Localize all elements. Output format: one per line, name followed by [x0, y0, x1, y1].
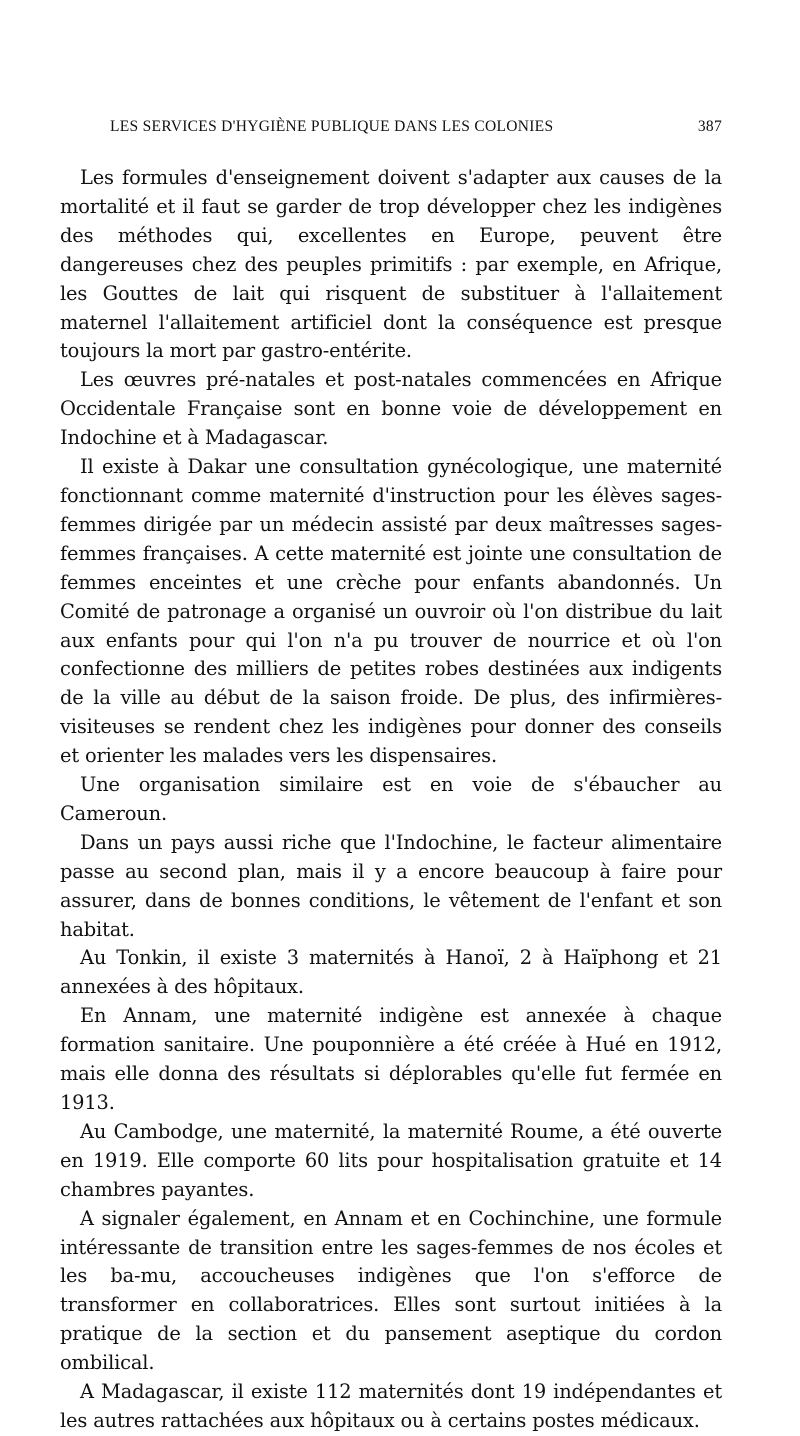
- paragraph-formules: Les formules d'enseignement doivent s'adapter aux causes de la mortalité et il faut se garder de trop développer chez les indigènes des méthodes qui, excellentes en Europe, peuvent être dangereuses chez des peuples primitifs : par exemple, en Afrique, les Gouttes de lait qui risquent de substituer à l'allaitement maternel l'allaitement artificiel dont la conséquence est presque toujours la mort par gastro-entérite.: [60, 166, 722, 363]
- paragraph-cambodge: Au Cambodge, une maternité, la maternité Roume, a été ouverte en 1919. Elle comporte 60 lits pour hospitalisation gratuite et 14 chambres payantes.: [60, 1119, 722, 1201]
- page-number: 387: [697, 118, 722, 135]
- paragraph-madagascar: A Madagascar, il existe 112 maternités dont 19 indépendantes et les autres rattachées aux hôpitaux ou à certains postes médicaux.: [60, 1380, 722, 1432]
- paragraph-annam: En Annam, une maternité indigène est annexée à chaque formation sanitaire. Une pouponnière a été créée à Hué en 1912, mais elle donna des résultats si déplorables qu'elle fut fermée en 1913.: [60, 1004, 722, 1114]
- paragraph-tonkin: Au Tonkin, il existe 3 maternités à Hanoï, 2 à Haïphong et 21 annexées à des hôpitaux.: [60, 946, 722, 999]
- running-head: [60, 118, 722, 144]
- paragraph-indochine: Dans un pays aussi riche que l'Indochine, le facteur alimentaire passe au second plan, mais il y a encore beaucoup à faire pour assurer, dans de bonnes conditions, le vêtement de l'enfant et son habitat.: [60, 830, 722, 941]
- running-title: LES SERVICES D'HYGIÈNE PUBLIQUE DANS LES COLONIES: [110, 118, 554, 135]
- paragraph-dakar: Il existe à Dakar une consultation gynécologique, une maternité fonctionnant comme maternité d'instruction pour les élèves sages-femmes dirigée par un médecin assisté par deux maîtresses sages-femmes françaises. A cette maternité est jointe une consultation de femmes enceintes et une crèche pour enfants abandonnés. Un Comité de patronage a organisé un ouvroir où l'on distribue du lait aux enfants pour qui l'on n'a pu trouver de nourrice et où l'on confectionne des milliers de petites robes destinées aux indigents de la ville au début de la saison froide. De plus, des infirmières-visiteuses se rendent chez les indigènes pour donner des conseils et orienter les malades vers les dispensaires.: [60, 455, 722, 768]
- paragraph-ba-mu: A signaler également, en Annam et en Cochinchine, une formule intéressante de transition entre les sages-femmes de nos écoles et les ba-mu, accoucheuses indigènes que l'on s'efforce de transformer en collaboratrices. Elles sont surtout initiées à la pratique de la section et du pansement aseptique du cordon ombilical.: [60, 1206, 722, 1375]
- paragraph-oeuvres-prenatales: Les œuvres pré-natales et post-natales commencées en Afrique Occidentale Française sont en bonne voie de développement en Indochine et à Madagascar.: [60, 368, 722, 450]
- book-page: [60, 118, 722, 1436]
- body-text: [60, 164, 722, 1436]
- paragraph-cameroun: Une organisation similaire est en voie de s'ébaucher au Cameroun.: [60, 773, 722, 825]
